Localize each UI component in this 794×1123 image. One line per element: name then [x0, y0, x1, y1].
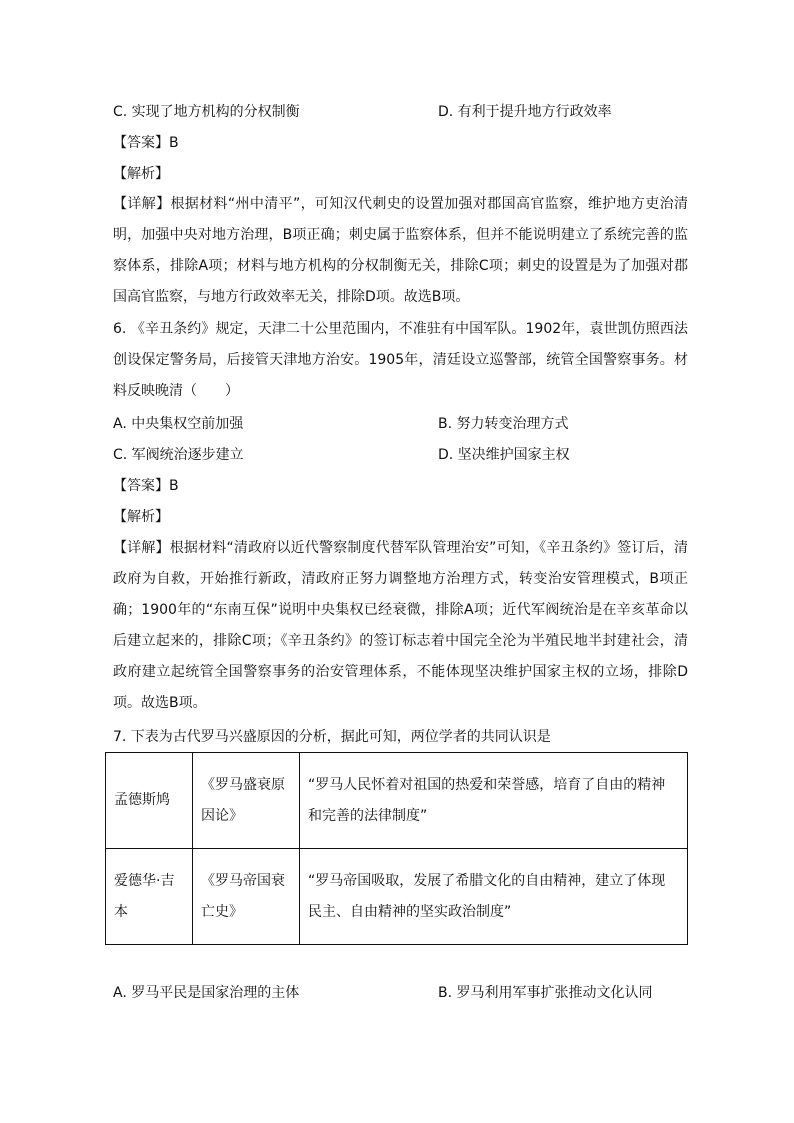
q6-analysis-label: 【解析】 [113, 509, 169, 525]
q7-option-b: B. 罗马利用军事扩张推动文化认同 [438, 985, 653, 1001]
table-row [106, 849, 688, 945]
q6-option-b: B. 努力转变治理方式 [438, 416, 569, 432]
table-cell-book: 《罗马帝国衰亡史》 [193, 849, 300, 945]
table-cell-quote: “罗马帝国吸取，发展了希腊文化的自由精神，建立了体现民主、自由精神的坚实政治制度” [300, 849, 688, 945]
q7-option-a: A. 罗马平民是国家治理的主体 [113, 985, 300, 1001]
table-row [106, 753, 688, 849]
q7-table [105, 752, 688, 945]
table-cell-author: 爱德华·吉本 [106, 849, 193, 945]
q6-answer: 【答案】B [113, 478, 179, 494]
q6-stem: 6. 《辛丑条约》规定，天津二十公里范围内，不准驻有中国军队。1902年，袁世凯仿照西法创设保定警务局，后接管天津地方治安。1905年，清廷设立巡警部，统管全国警察事务。材料反映晚清（ ） [113, 321, 688, 399]
q6-option-d: D. 坚决维护国家主权 [438, 447, 570, 463]
q5-answer: 【答案】B [113, 135, 179, 151]
table-cell-author: 孟德斯鸠 [106, 753, 193, 849]
q7-stem: 7. 下表为古代罗马兴盛原因的分析，据此可知，两位学者的共同认识是 [113, 729, 551, 745]
q6-detail: 【详解】根据材料“清政府以近代警察制度代替军队管理治安”可知，《辛丑条约》签订后，清政府为自救，开始推行新政，清政府正努力调整地方治理方式，转变治安管理模式，B项正确；1900年的“东南互保”说明中央集权已经衰微，排除A项；近代军阀统治是在辛亥革命以后建立起来的，排除C项；《辛丑条约》的签订标志着中国完全沦为半殖民地半封建社会，清政府建立起统管全国警察事务的治安管理体系，不能体现坚决维护国家主权的立场，排除D项。故选B项。 [113, 540, 688, 711]
q5-option-d: D. 有利于提升地方行政效率 [438, 104, 612, 120]
q6-option-c: C. 军阀统治逐步建立 [113, 447, 244, 463]
table-cell-book: 《罗马盛衰原因论》 [193, 753, 300, 849]
q5-analysis-label: 【解析】 [113, 166, 169, 182]
q6-option-a: A. 中央集权空前加强 [113, 416, 244, 432]
q5-detail: 【详解】根据材料“州中清平”，可知汉代刺史的设置加强对郡国高官监察，维护地方吏治清明，加强中央对地方治理，B项正确；刺史属于监察体系，但并不能说明建立了系统完善的监察体系，排除A项；材料与地方机构的分权制衡无关，排除C项；刺史的设置是为了加强对郡国高官监察，与地方行政效率无关，排除D项。故选B项。 [113, 196, 688, 305]
q5-option-c: C. 实现了地方机构的分权制衡 [113, 104, 300, 120]
table-cell-quote: “罗马人民怀着对祖国的热爱和荣誉感，培育了自由的精神和完善的法律制度” [300, 753, 688, 849]
